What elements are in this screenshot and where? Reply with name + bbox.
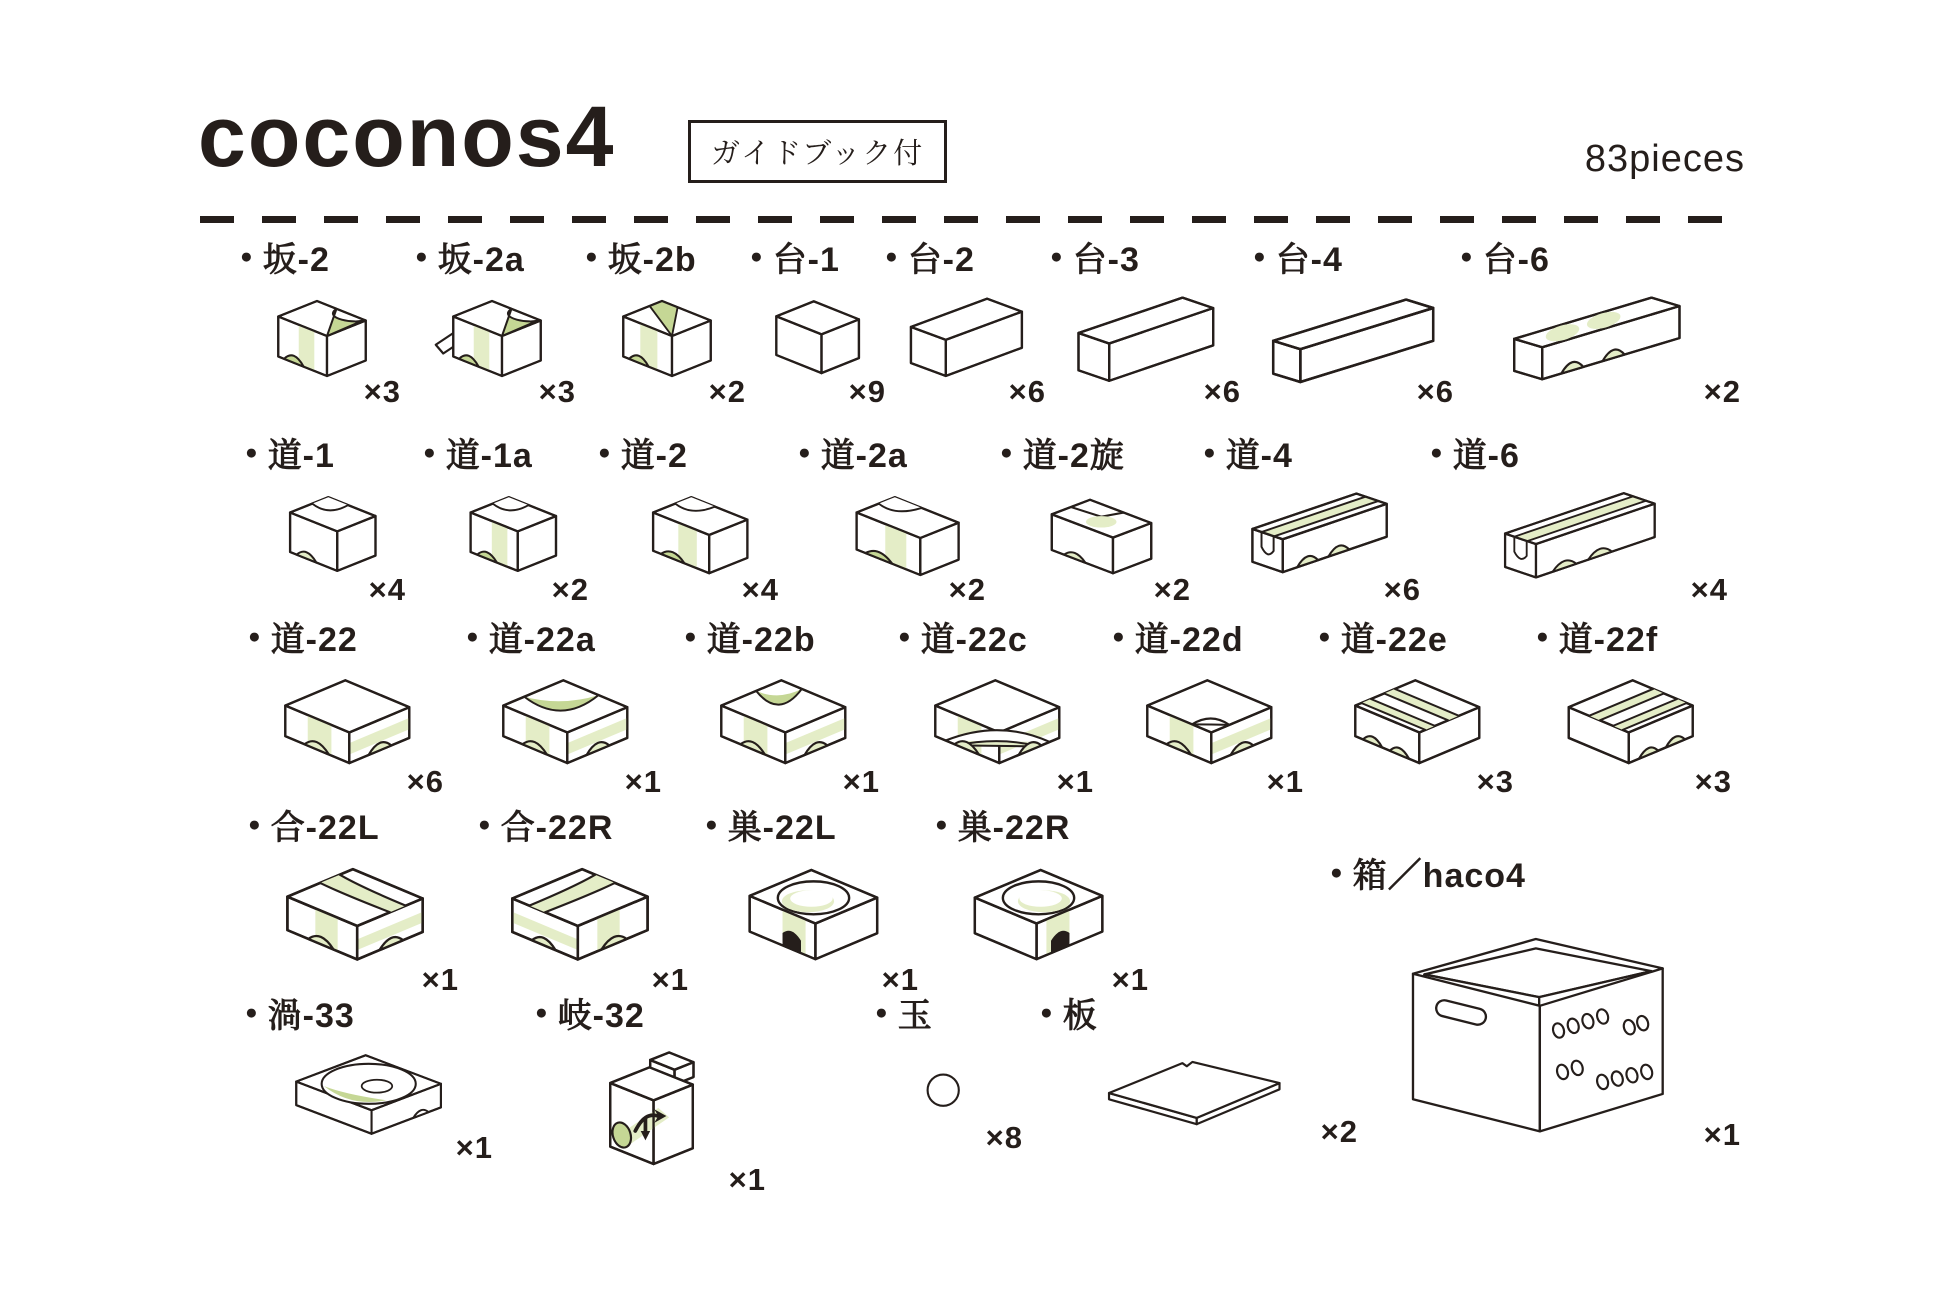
piece-label: 岐-32 (557, 997, 645, 1035)
piece-quantity: ×4 (741, 572, 779, 607)
piece-item (798, 428, 990, 608)
piece-quantity: ×1 (1056, 764, 1094, 799)
piece-item (705, 800, 923, 998)
piece-illustration-su22L (705, 859, 917, 979)
piece-label: 台-2 (907, 241, 975, 279)
piece-item (1040, 988, 1362, 1150)
piece-item (1536, 612, 1736, 800)
piece-item (1203, 428, 1425, 608)
piece-count: 83pieces (1584, 138, 1745, 180)
piece-label: 道-1a (445, 437, 533, 475)
piece-label: 合-22R (500, 809, 614, 847)
bullet-icon: ● (684, 625, 698, 648)
bullet-icon: ● (1112, 625, 1126, 648)
piece-label: 玉 (897, 997, 933, 1035)
piece-quantity: ×9 (848, 374, 886, 409)
piece-item (898, 612, 1098, 800)
piece-quantity: ×1 (651, 962, 689, 997)
piece-label: 道-2a (820, 437, 908, 475)
piece-illustration-michi6 (1430, 487, 1726, 589)
bullet-icon: ● (240, 245, 254, 268)
piece-item (1430, 428, 1732, 608)
piece-item (245, 988, 497, 1166)
piece-illustration-board (1040, 1047, 1356, 1131)
piece-quantity: ×6 (1383, 572, 1421, 607)
piece-item (684, 612, 884, 800)
piece-quantity: ×1 (842, 764, 880, 799)
bullet-icon: ● (245, 1001, 259, 1024)
piece-illustration-ki32 (535, 1047, 764, 1179)
piece-label: 道-22b (706, 621, 816, 659)
piece-quantity: ×6 (1416, 374, 1454, 409)
piece-label: 台-1 (772, 241, 840, 279)
piece-label: 道-2旋 (1022, 437, 1125, 475)
bullet-icon: ● (478, 813, 492, 836)
piece-item (248, 800, 463, 998)
bullet-icon: ● (1330, 861, 1344, 884)
bullet-icon: ● (885, 245, 899, 268)
piece-illustration-ai22R (478, 859, 687, 979)
piece-quantity: ×1 (881, 962, 919, 997)
bullet-icon: ● (1536, 625, 1550, 648)
piece-illustration-ai22L (248, 859, 457, 979)
bullet-icon: ● (423, 441, 437, 464)
piece-label: 道-22a (488, 621, 596, 659)
bullet-icon: ● (248, 813, 262, 836)
piece-label: 道-22 (270, 621, 358, 659)
piece-label: 合-22L (270, 809, 380, 847)
piece-label: 道-22c (920, 621, 1028, 659)
piece-label: 道-2 (620, 437, 688, 475)
piece-quantity: ×1 (1703, 1117, 1741, 1152)
piece-item (1330, 848, 1745, 1153)
bullet-icon: ● (1430, 441, 1444, 464)
piece-quantity: ×1 (1266, 764, 1304, 799)
bullet-icon: ● (1318, 625, 1332, 648)
piece-quantity: ×3 (1476, 764, 1514, 799)
bullet-icon: ● (598, 441, 612, 464)
piece-label: 坂-2 (262, 241, 330, 279)
page-title: coconos4 (198, 89, 616, 185)
piece-quantity: ×1 (728, 1162, 766, 1197)
piece-quantity: ×6 (1008, 374, 1046, 409)
piece-item (1318, 612, 1518, 800)
bullet-icon: ● (1253, 245, 1267, 268)
bullet-icon: ● (898, 625, 912, 648)
piece-item (466, 612, 666, 800)
bullet-icon: ● (585, 245, 599, 268)
piece-item (248, 612, 448, 800)
piece-item (750, 232, 890, 410)
piece-item (240, 232, 405, 410)
guidebook-badge: ガイドブック付 (688, 120, 947, 183)
piece-quantity: ×2 (948, 572, 986, 607)
bullet-icon: ● (466, 625, 480, 648)
piece-label: 板 (1062, 997, 1098, 1035)
piece-quantity: ×3 (363, 374, 401, 409)
piece-item (885, 232, 1050, 410)
piece-item (1460, 232, 1745, 410)
piece-item (598, 428, 783, 608)
piece-illustration-uzu33 (245, 1047, 491, 1147)
piece-item (935, 800, 1153, 998)
piece-label: 坂-2b (607, 241, 697, 279)
piece-label: 巣-22L (727, 809, 837, 847)
piece-item (535, 988, 770, 1198)
piece-label: 巣-22R (957, 809, 1071, 847)
bullet-icon: ● (1050, 245, 1064, 268)
piece-item (585, 232, 750, 410)
piece-item (478, 800, 693, 998)
piece-quantity: ×4 (1690, 572, 1728, 607)
piece-quantity: ×8 (985, 1120, 1023, 1155)
bullet-icon: ● (415, 245, 429, 268)
dashed-divider (200, 216, 1746, 223)
bullet-icon: ● (1000, 441, 1014, 464)
piece-quantity: ×2 (1703, 374, 1741, 409)
piece-label: 台-4 (1275, 241, 1343, 279)
piece-quantity: ×6 (406, 764, 444, 799)
piece-label: 道-6 (1452, 437, 1520, 475)
piece-quantity: ×2 (1320, 1114, 1358, 1149)
piece-item (1000, 428, 1195, 608)
piece-quantity: ×1 (421, 962, 459, 997)
bullet-icon: ● (750, 245, 764, 268)
piece-item (1253, 232, 1458, 410)
piece-label: 道-22e (1340, 621, 1448, 659)
piece-label: 渦-33 (267, 997, 355, 1035)
piece-item (415, 232, 580, 410)
piece-quantity: ×2 (1153, 572, 1191, 607)
piece-label: 道-1 (267, 437, 335, 475)
piece-illustration-dai6 (1460, 291, 1739, 391)
piece-item (423, 428, 593, 608)
piece-illustration-haco (1330, 907, 1739, 1134)
piece-quantity: ×3 (1694, 764, 1732, 799)
piece-illustration-su22R (935, 859, 1147, 979)
piece-item (875, 988, 1027, 1156)
piece-item (1112, 612, 1308, 800)
bullet-icon: ● (935, 813, 949, 836)
piece-quantity: ×1 (624, 764, 662, 799)
piece-quantity: ×1 (1111, 962, 1149, 997)
piece-label: 道-22d (1134, 621, 1244, 659)
piece-label: 坂-2a (437, 241, 525, 279)
piece-label: 道-22f (1558, 621, 1659, 659)
piece-quantity: ×6 (1203, 374, 1241, 409)
piece-quantity: ×1 (455, 1130, 493, 1165)
piece-label: 箱／haco4 (1352, 857, 1526, 895)
piece-quantity: ×4 (368, 572, 406, 607)
piece-quantity: ×2 (551, 572, 589, 607)
piece-item (1050, 232, 1245, 410)
bullet-icon: ● (875, 1001, 889, 1024)
bullet-icon: ● (245, 441, 259, 464)
bullet-icon: ● (1460, 245, 1474, 268)
bullet-icon: ● (248, 625, 262, 648)
bullet-icon: ● (798, 441, 812, 464)
bullet-icon: ● (535, 1001, 549, 1024)
piece-label: 台-3 (1072, 241, 1140, 279)
bullet-icon: ● (1040, 1001, 1054, 1024)
piece-quantity: ×3 (538, 374, 576, 409)
piece-item (245, 428, 410, 608)
bullet-icon: ● (705, 813, 719, 836)
bullet-icon: ● (1203, 441, 1217, 464)
piece-label: 台-6 (1482, 241, 1550, 279)
piece-quantity: ×2 (708, 374, 746, 409)
piece-label: 道-4 (1225, 437, 1293, 475)
